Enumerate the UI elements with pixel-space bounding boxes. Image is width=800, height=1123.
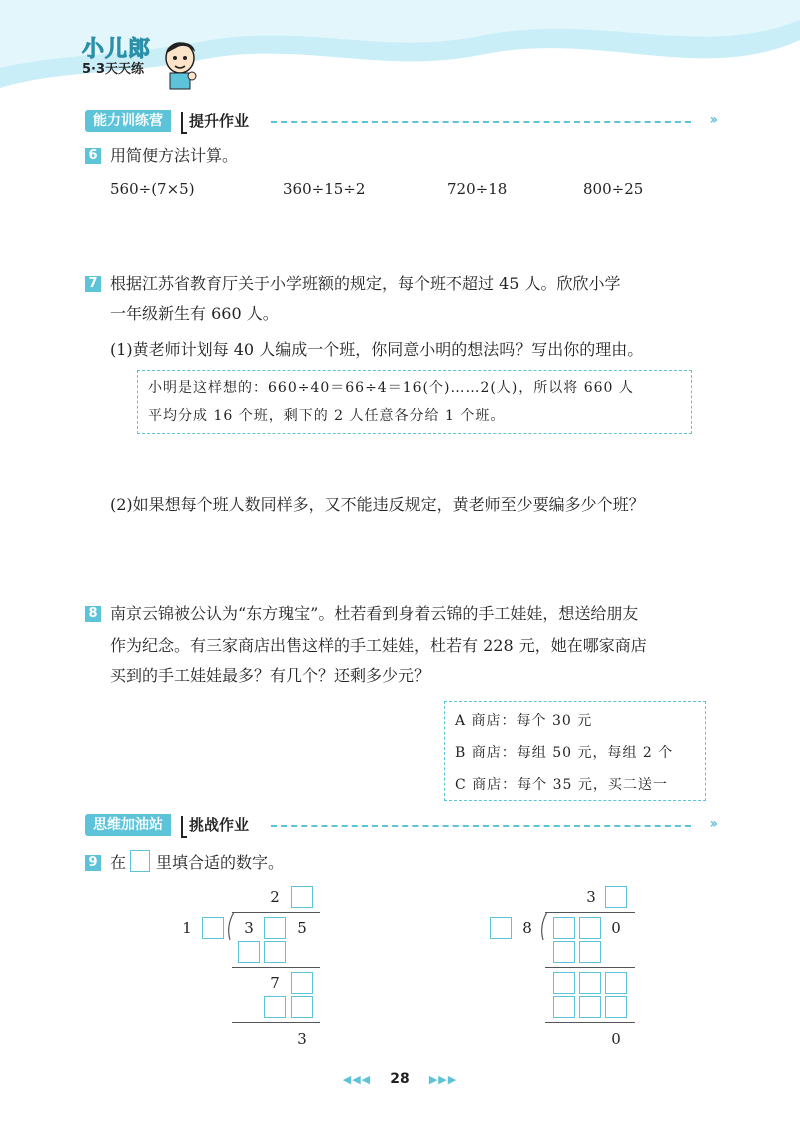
division-bracket	[224, 911, 236, 941]
question-number: 6	[85, 148, 101, 164]
dividend-blank[interactable]	[579, 917, 601, 939]
expression-3: 720÷18	[447, 180, 508, 198]
subtraction-line	[545, 1022, 635, 1023]
dividend-digit: 5	[297, 919, 307, 937]
dividend-blank[interactable]	[553, 917, 575, 939]
shop-a: A 商店：每个 30 元	[455, 713, 593, 729]
brand-subtitle: 5·3天天练	[82, 62, 145, 77]
prev-arrows-icon: ◀◀◀	[342, 1073, 372, 1086]
question-part-1: (1)黄老师计划每 40 人编成一个班，你同意小明的想法吗？写出你的理由。	[110, 340, 644, 359]
product-blank[interactable]	[579, 996, 601, 1018]
shop-b: B 商店：每组 50 元，每组 2 个	[455, 745, 674, 761]
section-bar-training	[85, 110, 715, 136]
division-bar	[545, 912, 635, 913]
section-bar-thinking	[85, 814, 715, 840]
question-prompt-before: 在	[110, 853, 127, 872]
section-divider	[271, 825, 691, 827]
product-blank[interactable]	[264, 996, 286, 1018]
product-blank[interactable]	[579, 941, 601, 963]
expression-4: 800÷25	[583, 180, 644, 198]
remainder-digit: 0	[611, 1030, 621, 1048]
brand-logo	[82, 38, 151, 78]
box-text-line: 平均分成 16 个班，剩下的 2 人任意各分给 1 个班。	[148, 408, 506, 424]
question-text-line: 作为纪念。有三家商店出售这样的手工娃娃，杜若有 228 元，她在哪家商店	[110, 636, 647, 655]
subtraction-line	[545, 967, 635, 968]
question-number: 7	[85, 276, 101, 292]
question-prompt: 用简便方法计算。	[110, 146, 239, 165]
question-number: 9	[85, 855, 101, 871]
section-label: 提升作业	[181, 110, 249, 132]
partial-digit: 7	[270, 974, 280, 992]
divisor-digit: 1	[182, 919, 192, 937]
section-divider	[271, 121, 691, 123]
dividend-digit: 0	[611, 919, 621, 937]
section-label: 挑战作业	[181, 814, 249, 836]
product-blank[interactable]	[238, 941, 260, 963]
divisor-blank[interactable]	[202, 917, 224, 939]
page-number: 28	[390, 1071, 410, 1087]
quotient-digit: 3	[586, 888, 596, 906]
quotient-digit: 2	[270, 888, 280, 906]
section-tag: 能力训练营	[85, 110, 171, 132]
shop-info-box	[444, 701, 706, 801]
product-blank[interactable]	[605, 996, 627, 1018]
subtraction-line	[232, 1022, 320, 1023]
dividend-digit: 3	[244, 919, 254, 937]
product-blank[interactable]	[553, 996, 575, 1018]
question-text-line: 根据江苏省教育厅关于小学班额的规定，每个班不超过 45 人。欣欣小学	[110, 274, 621, 293]
quotient-blank[interactable]	[291, 886, 313, 908]
remainder-digit: 3	[297, 1030, 307, 1048]
page-footer	[0, 1068, 800, 1087]
product-blank[interactable]	[553, 941, 575, 963]
question-number: 8	[85, 606, 101, 622]
box-text-line: 小明是这样想的：660÷40＝66÷4＝16(个)……2(人)，所以将 660 人	[148, 380, 634, 396]
quotient-blank[interactable]	[605, 886, 627, 908]
partial-blank[interactable]	[553, 972, 575, 994]
mascot-icon	[160, 36, 200, 90]
chevron-right-icon: ››	[709, 112, 715, 128]
sample-blank-box	[130, 850, 150, 872]
expression-2: 360÷15÷2	[283, 180, 366, 198]
partial-blank[interactable]	[605, 972, 627, 994]
dividend-blank[interactable]	[264, 917, 286, 939]
division-bar	[232, 912, 320, 913]
expression-1: 560÷(7×5)	[110, 180, 195, 198]
partial-blank[interactable]	[291, 972, 313, 994]
question-text-line: 南京云锦被公认为“东方瑰宝”。杜若看到身着云锦的手工娃娃，想送给朋友	[110, 604, 639, 623]
divisor-digit: 8	[522, 919, 532, 937]
shop-c: C 商店：每个 35 元，买二送一	[455, 777, 668, 793]
divisor-blank[interactable]	[490, 917, 512, 939]
next-arrows-icon: ▶▶▶	[428, 1073, 458, 1086]
product-blank[interactable]	[291, 996, 313, 1018]
subtraction-line	[232, 967, 320, 968]
question-text-line: 买到的手工娃娃最多？有几个？还剩多少元？	[110, 666, 431, 685]
brand-title: 小儿郎	[82, 37, 152, 62]
question-part-2: (2)如果想每个班人数同样多，又不能违反规定，黄老师至少要编多少个班？	[110, 495, 645, 514]
partial-blank[interactable]	[579, 972, 601, 994]
section-tag: 思维加油站	[85, 814, 171, 836]
division-bracket	[537, 911, 549, 941]
product-blank[interactable]	[264, 941, 286, 963]
question-prompt-after: 里填合适的数字。	[156, 853, 285, 872]
chevron-right-icon: ››	[709, 816, 715, 832]
xiaoming-idea-box	[137, 370, 692, 434]
question-text-line: 一年级新生有 660 人。	[110, 304, 279, 323]
